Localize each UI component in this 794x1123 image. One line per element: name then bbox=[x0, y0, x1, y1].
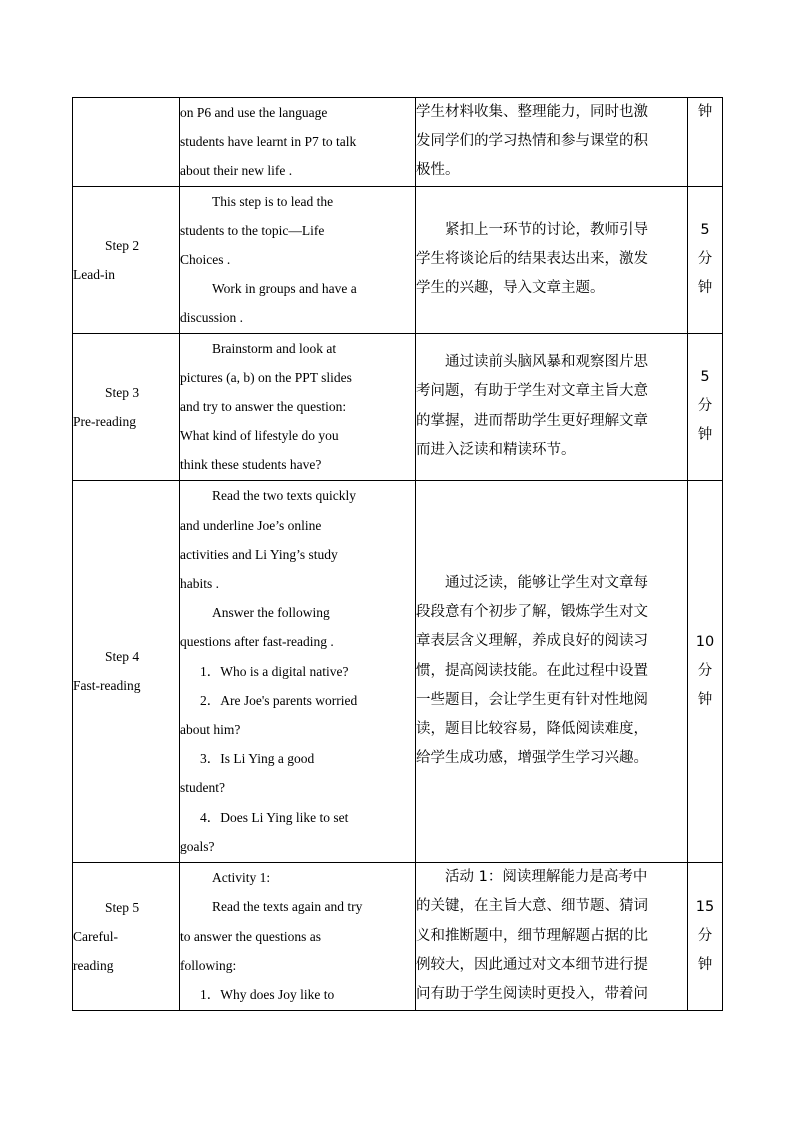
time-cell: 5 分 钟 bbox=[688, 333, 723, 480]
step-label: Step 4 bbox=[105, 649, 140, 665]
step-cell bbox=[73, 186, 180, 333]
time-cell: 15 分 钟 bbox=[688, 862, 723, 1010]
step-cell bbox=[73, 333, 180, 480]
table-row bbox=[73, 186, 723, 333]
purpose-cell: 通过泛读，能够让学生对文章每 段段意有个初步了解，锻炼学生对文 章表层含义理解，养成良好的阅读习 惯，提高阅读技能。在此过程中设置 一些题目，会让学生更有针对性地阅 读，题目比较容易，降低阅读难度， 给学生成功感，增强学生学习兴趣。 bbox=[416, 480, 688, 862]
step-label: Step 2 bbox=[105, 237, 140, 253]
step-label: Step 5 bbox=[105, 899, 140, 915]
stage-label: Pre-reading bbox=[73, 413, 136, 429]
stage-label: Lead-in bbox=[73, 266, 115, 282]
lesson-plan-table bbox=[72, 97, 723, 1011]
step-cell bbox=[73, 98, 180, 187]
time-cell: 5 分 钟 bbox=[688, 186, 723, 333]
stage-label-line-2: reading bbox=[73, 957, 114, 973]
purpose-cell: 活动 1：阅读理解能力是高考中 的关键，在主旨大意、细节题、猜词 义和推断题中，细节理解题占据的比 例较大，因此通过对文本细节进行提 问有助于学生阅读时更投入，带着问 bbox=[416, 862, 688, 1010]
table-row bbox=[73, 480, 723, 862]
stage-label-line-1: Careful- bbox=[73, 928, 118, 944]
activity-cell: Activity 1: Read the texts again and try to answer the questions as following: 1．Why does Joy like to bbox=[180, 862, 416, 1010]
stage-label: Fast-reading bbox=[73, 678, 141, 694]
table-row bbox=[73, 98, 723, 187]
activity-cell: This step is to lead the students to the topic—Life Choices . Work in groups and have a discussion . bbox=[180, 186, 416, 333]
activity-cell: Read the two texts quickly and underline Joe’s online activities and Li Ying’s study habits . Answer the following questions after fast-reading . 1．Who is a digital native? 2．Are Joe's parents worried about him? 3．Is Li Ying a good student? 4．Does Li Ying like to set goals? bbox=[180, 480, 416, 862]
purpose-cell: 紧扣上一环节的讨论，教师引导 学生将谈论后的结果表达出来，激发 学生的兴趣，导入文章主题。 bbox=[416, 186, 688, 333]
time-cell: 10 分 钟 bbox=[688, 480, 723, 862]
table-row bbox=[73, 333, 723, 480]
purpose-cell: 通过读前头脑风暴和观察图片思 考问题，有助于学生对文章主旨大意 的掌握，进而帮助学生更好理解文章 而进入泛读和精读环节。 bbox=[416, 333, 688, 480]
step-label: Step 3 bbox=[105, 384, 140, 400]
activity-cell: on P6 and use the language students have learnt in P7 to talk about their new life . bbox=[180, 98, 416, 187]
table-row bbox=[73, 862, 723, 1010]
step-cell bbox=[73, 862, 180, 1010]
activity-cell: Brainstorm and look at pictures (a, b) on the PPT slides and try to answer the question: What kind of lifestyle do you think these students have? bbox=[180, 333, 416, 480]
time-cell: 钟 bbox=[688, 98, 723, 187]
purpose-cell: 学生材料收集、整理能力，同时也激 发同学们的学习热情和参与课堂的积 极性。 bbox=[416, 98, 688, 187]
step-cell bbox=[73, 480, 180, 862]
